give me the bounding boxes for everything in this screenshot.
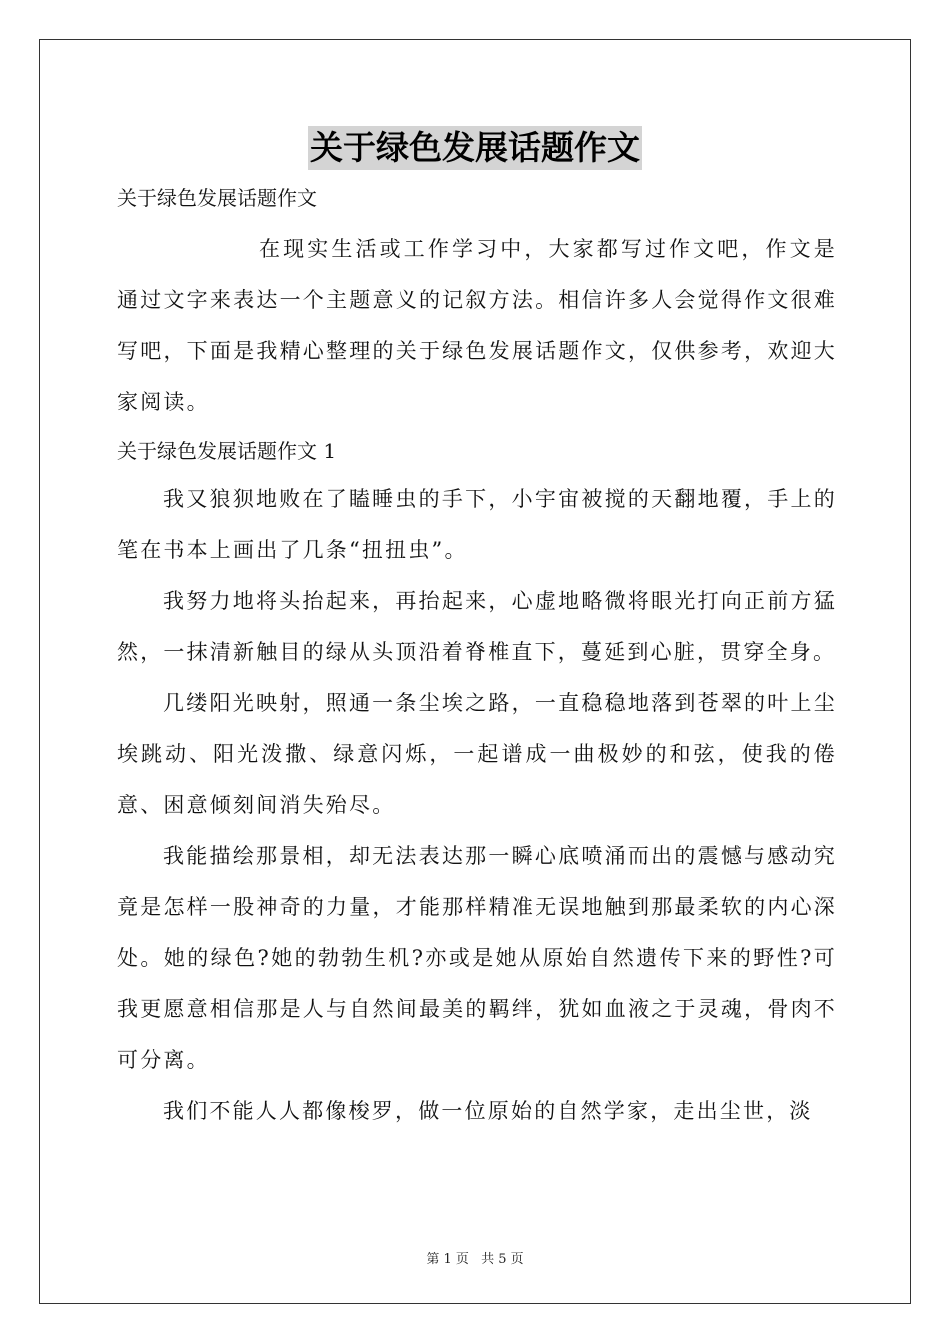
body-paragraph: 我们不能人人都像梭罗，做一位原始的自然学家，走出尘世，淡 — [163, 1099, 813, 1123]
document-title: 关于绿色发展话题作文 — [308, 126, 642, 170]
body-paragraph: 我又狼狈地败在了瞌睡虫的手下，小宇宙被搅的天翻地覆，手上的笔在书本上画出了几条“扭扭虫”。 — [117, 487, 837, 562]
intro-paragraph: 在现实生活或工作学习中，大家都写过作文吧，作文是通过文字来表达一个主题意义的记叙方法。相信许多人会觉得作文很难写吧，下面是我精心整理的关于绿色发展话题作文，仅供参考，欢迎大家阅读。 — [117, 237, 837, 414]
page-number: 第 1 页 — [426, 1252, 469, 1267]
section-heading: 关于绿色发展话题作文 1 — [117, 439, 337, 463]
body-paragraph: 几缕阳光映射，照通一条尘埃之路，一直稳稳地落到苍翠的叶上尘埃跳动、阳光泼撒、绿意闪烁，一起谱成一曲极妙的和弦，使我的倦意、困意倾刻间消失殆尽。 — [117, 691, 837, 817]
document-body — [117, 178, 837, 1137]
body-paragraph: 我能描绘那景相，却无法表达那一瞬心底喷涌而出的震憾与感动究竟是怎样一股神奇的力量，才能那样精准无误地触到那最柔软的内心深处。她的绿色?她的勃勃生机?亦或是她从原始自然遗传下来的野性?可我更愿意相信那是人与自然间最美的羁绊，犹如血液之于灵魂，骨肉不可分离。 — [117, 844, 837, 1072]
page-total: 共 5 页 — [481, 1252, 524, 1267]
page-footer — [0, 1248, 950, 1267]
document-subtitle: 关于绿色发展话题作文 — [117, 186, 317, 210]
title-container — [0, 126, 950, 170]
body-paragraph: 我努力地将头抬起来，再抬起来，心虚地略微将眼光打向正前方猛然，一抹清新触目的绿从头顶沿着脊椎直下，蔓延到心脏，贯穿全身。 — [117, 589, 837, 664]
